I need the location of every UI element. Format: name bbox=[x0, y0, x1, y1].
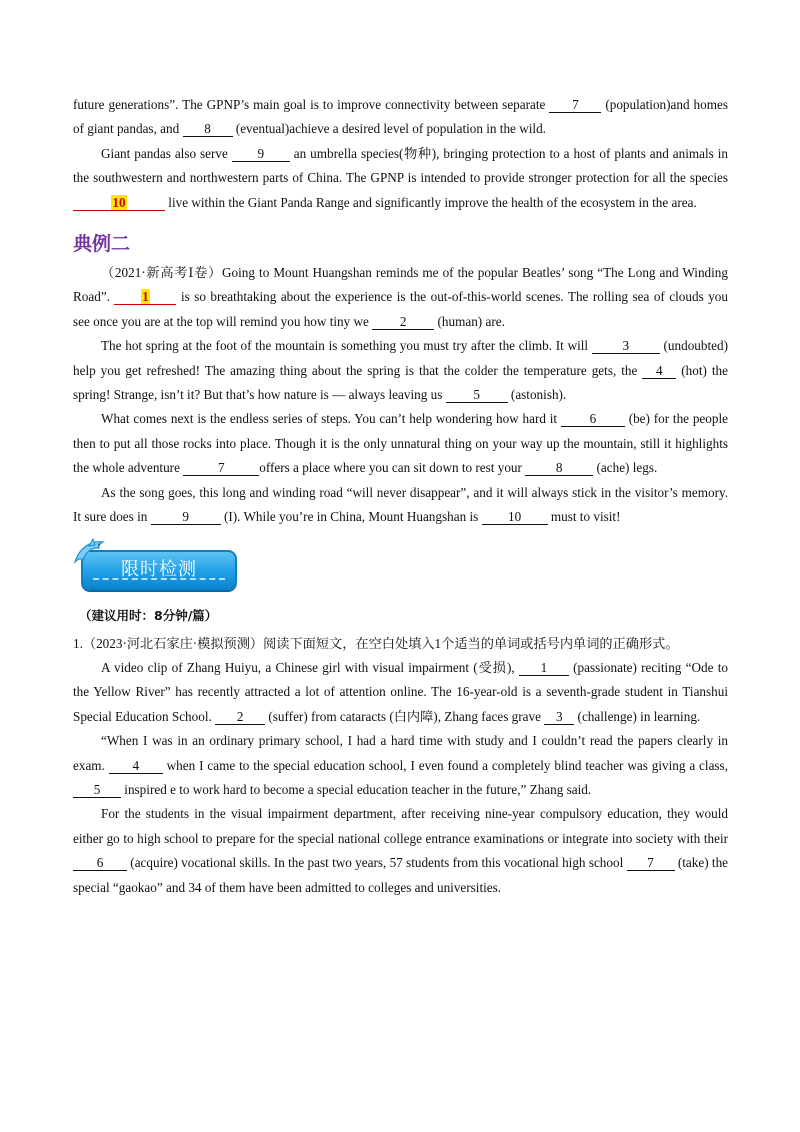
blank-6[interactable]: 6 bbox=[561, 411, 625, 427]
blank-10[interactable] bbox=[73, 195, 165, 211]
blank-5[interactable]: 5 bbox=[73, 782, 121, 798]
example-paragraph: The hot spring at the foot of the mountain is something you must try after the climb. It will 3 (undoubted) help you get refreshed! The amazing thing about the spring is that the colder the temperature gets, the 4 (hot) the spring! Strange, isn’t it? But that’s how nature is — always leaving us 5 (astonish). bbox=[73, 338, 729, 403]
blank-7[interactable]: 7 bbox=[549, 97, 601, 113]
blank-5[interactable]: 5 bbox=[446, 387, 508, 403]
blank-1[interactable] bbox=[114, 289, 176, 305]
blank-7[interactable]: 7 bbox=[183, 460, 259, 476]
blank-3[interactable]: 3 bbox=[592, 338, 660, 354]
blank-8[interactable]: 8 bbox=[525, 460, 593, 476]
passage-paragraph: future generations”. The GPNP’s main goal is to improve connectivity between separate 7 (population)and homes of giant pandas, and 8 (eventual)achieve a desired level of population in the wild. bbox=[73, 97, 728, 137]
timed-test-banner bbox=[73, 536, 728, 604]
example-paragraph: What comes next is the endless series of steps. You can’t help wondering how hard it 6 (be) for the people then to put all those rocks into place. Though it is the only unnatural thing on your way up the mountain, still it highlights the whole adventure 7 offers a place where you can sit down to rest your 8 (ache) legs. bbox=[73, 411, 728, 476]
blank-2[interactable]: 2 bbox=[215, 709, 265, 725]
blank-9[interactable]: 9 bbox=[151, 509, 221, 525]
test-paragraph: For the students in the visual impairment department, after receiving nine-year compulsory education, they would either go to high school to prepare for the special national college entrance examinations or integrate into society with their 6 (acquire) vocational skills. In the past two years, 57 students from this vocational high school 7 (take) the special “gaokao” and 34 of them have been admitted to colleges and universities. bbox=[73, 806, 729, 895]
example-paragraph: As the song goes, this long and winding road “will never disappear”, and it will always stick in the visitor’s memory. It sure does in 9 (I). While you’re in China, Mount Huangshan is 10 must to visit! bbox=[73, 484, 728, 525]
example-paragraph: （2021·新高考Ⅰ卷）Going to Mount Huangshan reminds me of the popular Beatles’ song “The Long and Winding Road”. 1 is so breathtaking about the experience is the out-of-this-world scenes. The rolling sea of clouds you see once you are at the top will remind you how tiny we 2 (human) are. bbox=[73, 265, 728, 329]
badge-label: 限时检测 bbox=[121, 558, 197, 580]
blank-9[interactable]: 9 bbox=[232, 146, 290, 162]
test-paragraph: “When I was in an ordinary primary school, I had a hard time with study and I couldn’t read the papers clearly in exam. 4 when I came to the special education school, I even found a completely blind teacher was giving a class, 5 inspired e to work hard to become a special education teacher in the future,” Zhang said. bbox=[73, 733, 728, 797]
blank-6[interactable]: 6 bbox=[73, 855, 127, 871]
question-instruction: 1.（2023·河北石家庄·模拟预测）阅读下面短文，在空白处填入1个适当的单词或括号内单词的正确形式。 bbox=[73, 635, 679, 651]
test-paragraph: A video clip of Zhang Huiyu, a Chinese girl with visual impairment (受损), 1 (passionate) reciting “Ode to the Yellow River” has recently attracted a lot of attention online. The 16-year-old is a seventh-grade student in Tianshui Special Education School. 2 (suffer) from cataracts (白内障), Zhang faces grave 3 (challenge) in learning. bbox=[73, 659, 728, 724]
highlighted-number: 1 bbox=[142, 289, 149, 305]
document-content bbox=[73, 93, 728, 900]
blank-8[interactable]: 8 bbox=[183, 121, 233, 137]
blank-7[interactable]: 7 bbox=[627, 855, 675, 871]
section-heading: 典例二 bbox=[73, 233, 131, 256]
blank-2[interactable]: 2 bbox=[372, 314, 434, 330]
dolphin-icon bbox=[71, 536, 111, 572]
blank-3[interactable]: 3 bbox=[544, 709, 574, 725]
blank-10[interactable]: 10 bbox=[482, 509, 548, 525]
wave-decoration bbox=[93, 578, 225, 584]
blank-4[interactable]: 4 bbox=[109, 758, 163, 774]
blank-1[interactable]: 1 bbox=[519, 660, 569, 676]
blank-4[interactable]: 4 bbox=[642, 363, 676, 379]
passage-paragraph: Giant pandas also serve 9 an umbrella species(物种), bringing protection to a host of plants and animals in the southwestern and northwestern parts of China. The GPNP is intended to provide stronger protection for all the species 10 live within the Giant Panda Range and significantly improve the health of the ecosystem in the area. bbox=[73, 145, 728, 210]
highlighted-number: 10 bbox=[112, 194, 126, 210]
recommended-time: （建议用时：8分钟/篇） bbox=[79, 607, 218, 623]
